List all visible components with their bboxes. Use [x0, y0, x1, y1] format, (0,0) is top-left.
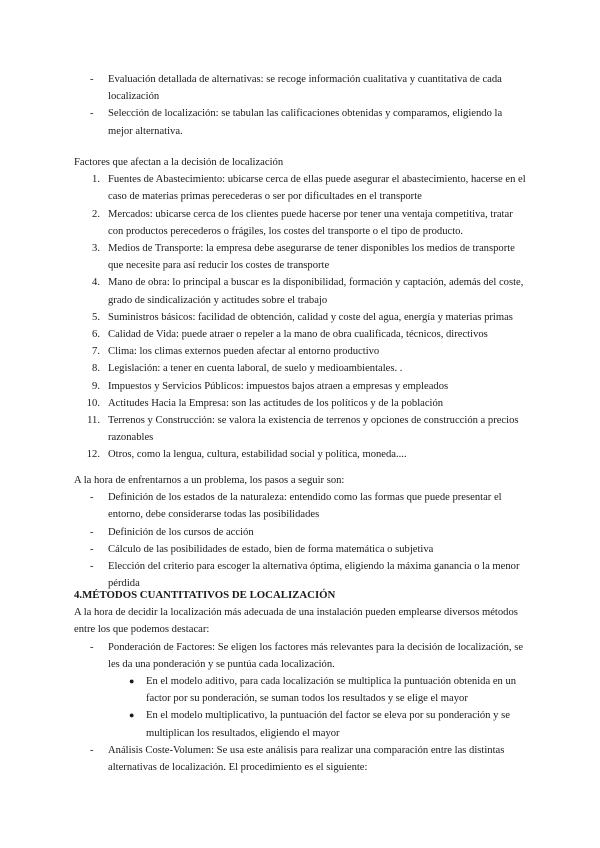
dash-bullet: - [90, 108, 94, 120]
dash-bullet: - [90, 492, 94, 504]
factors-heading: Factores que afectan a la decisión de localización [74, 157, 284, 168]
list-item: 6. Calidad de Vida: puede atraer o repeler a la mano de obra cualificada, técnicos, directivos [92, 329, 488, 341]
methods-list [0, 639, 600, 673]
dash-bullet: - [90, 526, 94, 538]
list-item: 4. Mano de obra: lo principal a buscar es la disponibilidad, formación y captación, además del coste, grado de sindicalización y actitudes sobre el trabajo [92, 277, 524, 306]
factors-block [0, 154, 600, 464]
list-item: - Definición de los estados de la naturaleza: entendido como las formas que puede presentar el entorno, debe considerarse todas las posibilidades [0, 489, 600, 523]
dash-bullet: - [90, 744, 94, 756]
list-item: 10. Actitudes Hacia la Empresa: son las actitudes de los políticos y de la población [86, 397, 444, 409]
methods-intro: A la hora de decidir la localización más adecuada de una instalación pueden emplearse diversos métodos entre los que podemos destacar: [74, 607, 518, 636]
list-item: - Definición de los cursos de acción [0, 524, 600, 541]
methods-list-continued [0, 742, 600, 776]
dash-bullet: - [90, 641, 94, 653]
list-item: - Elección del criterio para escoger la alternativa óptima, eligiendo la máxima ganancia o la menor pérdida [0, 558, 600, 592]
section-title: 4.MÉTODOS CUANTITATIVOS DE LOCALIZACIÓN [74, 589, 336, 601]
problem-block [0, 472, 600, 592]
problem-steps-list [0, 489, 600, 592]
list-item: - Selección de localización: se tabulan las calificaciones obtenidas y comparamos, eligiendo la mejor alternativa. [0, 105, 600, 139]
dash-bullet: - [90, 561, 94, 573]
bullet-dot-icon: ● [129, 710, 135, 721]
list-item: - Ponderación de Factores: Se eligen los factores más relevantes para la decisión de localización, se les da una ponderación y se puntúa cada localización. [0, 639, 600, 673]
list-item: 7. Clima: los climas externos pueden afectar al entorno productivo [92, 346, 380, 358]
list-item: 9. Impuestos y Servicios Públicos: impuestos bajos atraen a empresas y empleados [92, 380, 449, 392]
list-item: 5. Suministros básicos: facilidad de obtención, calidad y coste del agua, energía y materias primas [92, 311, 513, 323]
intro-list [0, 71, 600, 140]
list-item: 11. Terrenos y Construcción: se valora la existencia de terrenos y opciones de construcción a precios razonables [87, 415, 519, 444]
bullet-dot-icon: ● [129, 676, 135, 687]
methods-block [0, 587, 600, 776]
list-item: - Cálculo de las posibilidades de estado, bien de forma matemática o subjetiva [0, 541, 600, 558]
list-item: 2. Mercados: ubicarse cerca de los clientes puede hacerse por tener una ventaja competitiva, tratar con productos perecederos o frágiles, los costes del transporte o el tipo de producto. [92, 208, 513, 237]
list-item: ● En el modelo aditivo, para cada localización se multiplica la puntuación obtenida en un factor por su ponderación, se suman todos los resultados y se elige el mayor [0, 673, 600, 707]
problem-intro: A la hora de enfrentarnos a un problema, los pasos a seguir son: [74, 475, 345, 486]
list-item: - Análisis Coste-Volumen: Se usa este análisis para realizar una comparación entre las distintas alternativas de localización. El procedimiento es el siguiente: [0, 742, 600, 776]
dash-bullet: - [90, 543, 94, 555]
list-item: 12. Otros, como la lengua, cultura, estabilidad social y política, moneda.... [86, 449, 407, 461]
factors-list [0, 171, 600, 463]
dash-bullet: - [90, 74, 94, 85]
list-item: ● En el modelo multiplicativo, la puntuación del factor se eleva por su ponderación y se multiplican los resultados, eligiendo el mayor [0, 707, 600, 741]
models-list [0, 673, 600, 742]
list-item: 3. Medios de Transporte: la empresa debe asegurarse de tener disponibles los medios de transporte que necesite para así reducir los costes de transporte [92, 243, 515, 272]
intro-list-block [0, 71, 600, 140]
list-item: 1. Fuentes de Abastecimiento: ubicarse cerca de ellas puede asegurar el abastecimiento, hacerse en el caso de materias primas perecederas o ser por dificultades en el transporte [92, 174, 526, 203]
list-item: 8. Legislación: a tener en cuenta laboral, de suelo y medioambientales. . [92, 363, 403, 375]
list-item: - Evaluación detallada de alternativas: se recoge información cualitativa y cuantitativa de cada localización [0, 71, 600, 105]
